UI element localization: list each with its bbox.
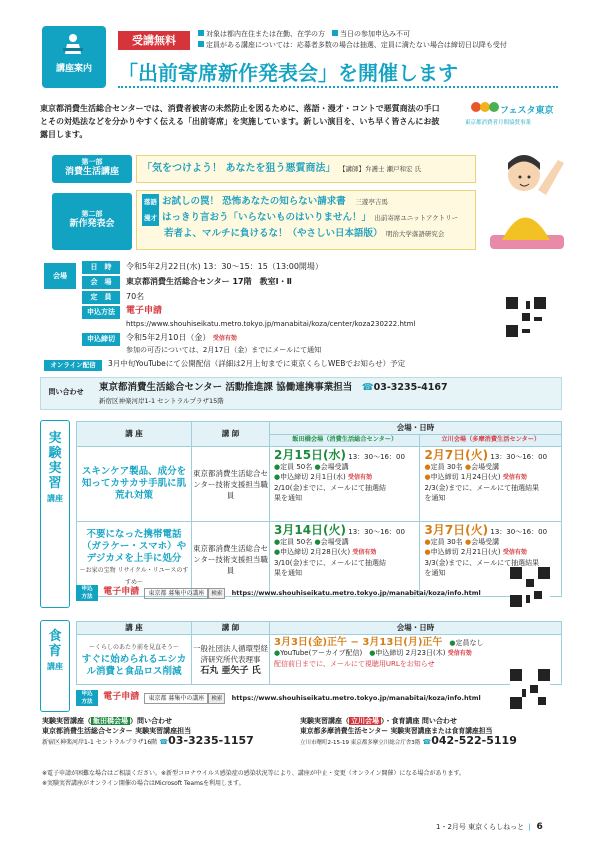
r-tel: 042-522-5119 — [431, 734, 517, 747]
exp-apply-label — [76, 585, 98, 601]
date-label: 日 時 — [82, 261, 120, 274]
food-apply-method: 電子申請 — [103, 692, 140, 703]
part1-lecturer: 【講師】弁護士 瀬戸和宏 氏 — [338, 165, 422, 173]
l-tel: 03-3235-1157 — [168, 734, 254, 747]
session-1b: 2月7日(火) 13：30〜16：00 ●定員 30名 ●会場受講 ●申込締切 1月24日(火) 受信有効 2/3(金)までに、メールにて抽選結果を通知 — [420, 447, 562, 522]
footnote-2: ※実験実習講座がオンライン開催の場合はMicrosoft Teamsを利用します。 — [42, 780, 245, 787]
s2b-cap: 定員 30名 — [430, 538, 463, 546]
qr-code-3[interactable] — [510, 669, 550, 709]
food-date: 3月3日(金)正午 − 3月13日(月)正午 — [274, 637, 443, 648]
food-search-box[interactable]: 東京都 募集中の講座 — [144, 693, 208, 704]
col-course: 講 座 — [77, 422, 192, 447]
s2b-type: 会場受講 — [471, 538, 500, 546]
s1a-tag: 受信有効 — [347, 474, 372, 481]
s1a-time: 13：30〜16：00 — [348, 453, 405, 461]
footnotes — [42, 769, 562, 789]
food-apply-label-1: 申込 — [81, 691, 93, 697]
header-label: 講座案内 — [55, 64, 92, 74]
col-lecturer: 講 師 — [192, 422, 270, 447]
exp-side-1: 実 — [48, 431, 62, 446]
sub-iidabashi: 飯田橋会場（消費生活総合センター） — [270, 435, 420, 447]
food-type: YouTube(アーカイブ配信) — [280, 649, 363, 657]
deadline-tag: 受信有効 — [212, 335, 237, 342]
r-addr: 立川市曙町2-15-19 東京都多摩立川総合庁舎3階 — [300, 740, 421, 746]
manzai-title: はっきり言おう「いらないものはいりません！」 — [162, 212, 372, 223]
exp-apply-label-2: 方法 — [81, 593, 93, 600]
exp-search-box[interactable]: 東京都 募集中の講座 — [144, 588, 208, 599]
s1b-tag: 受信有効 — [502, 474, 527, 481]
manzai-title-2: 若者よ、マルチに負けるな！（やさしい日本語版） — [164, 228, 383, 239]
s2b-time: 13：30〜16：00 — [490, 528, 548, 536]
food-deadline: 申込締切 2月23日(木) — [375, 649, 446, 657]
food-note: 配信前日までに、メールにて視聴用URLをお知らせ — [274, 660, 435, 668]
l-title-1: 実験実習講座（ — [42, 717, 91, 725]
notes — [198, 29, 558, 51]
exp-apply-label-1: 申込 — [81, 586, 93, 592]
s2a-type: 会場受講 — [320, 538, 349, 546]
s1b-note: 2/3(金)までに、メールにて抽選結果を通知 — [424, 484, 540, 502]
deadline-note: 参加の可否については、2月17日（金）までにメールにて通知 — [126, 346, 322, 354]
place-label: 会 場 — [82, 276, 120, 289]
free-badge: 受講無料 — [118, 31, 190, 50]
note-2: 当日の参加申込み不可 — [340, 30, 410, 38]
food-cap: 定員なし — [455, 639, 484, 647]
detail-url-link[interactable]: https://www.shouhiseikatu.metro.tokyo.jp/manabitai/koza/center/koza230222.html — [126, 320, 416, 328]
r-org: 東京都多摩消費生活センター 実験実習講座または食育講座担当 — [300, 727, 493, 735]
food-url-link[interactable]: https://www.shouhiseikatu.metro.tokyo.jp/manabitai/koza/info.html — [231, 693, 481, 702]
manzai-performer: 出前寄席ユニットアクトリー — [374, 214, 459, 222]
l-title-hl: 飯田橋会場 — [93, 717, 128, 725]
session-1a: 2月15日(水) 13：30〜16：00 ●定員 50名 ●会場受講 ●申込締切 2月1日(水) 受信有効 2/10(金)までに、メールにて抽選結果を通知 — [270, 447, 420, 522]
page-number: 6 — [536, 822, 543, 832]
food-col-course: 講 座 — [77, 622, 192, 635]
festa-subtitle: 東京都消費者月間協賛事業 — [465, 120, 532, 126]
food-course-sub: 〜くらしのあたり前を見直そう〜 — [88, 643, 179, 651]
contact-iidabashi — [42, 716, 254, 748]
place-value: 東京都消費生活総合センター 17階 教室Ⅰ・Ⅱ — [126, 277, 292, 286]
contact-address: 新宿区神楽河岸1-1 セントラルプラザ15階 — [99, 397, 224, 405]
food-side-3: 講座 — [47, 662, 63, 671]
session-2b: 3月7日(火) 13：30〜16：00 ●定員 30名 ●会場受講 ●申込締切 2月21日(火) 受信有効 3/3(金)までに、メールにて抽選結果を通知 — [420, 522, 562, 597]
method-value: 電子申請 — [126, 306, 163, 316]
s1a-cap: 定員 50名 — [280, 463, 313, 471]
sub-tachikawa: 立川会場（多摩消費生活センター） — [420, 435, 562, 447]
session-2a: 3月14日(火) 13：30〜16：00 ●定員 50名 ●会場受講 ●申込締切 2月28日(火) 受信有効 3/10(金)までに、メールにて抽選結果を通知 — [270, 522, 420, 597]
food-side-1: 食 — [48, 629, 62, 644]
col-venue: 会場・日時 — [270, 422, 562, 435]
part2-name: 新作発表会 — [69, 219, 115, 230]
contact-tel: 03-3235-4167 — [373, 382, 448, 393]
food-col-lecturer: 講 師 — [192, 622, 270, 635]
part1-name: 消費生活講座 — [64, 167, 119, 178]
exp-apply-method: 電子申請 — [103, 587, 140, 598]
header-label-box — [42, 26, 106, 88]
s2a-date: 3月14日(火) — [274, 523, 347, 537]
s1b-date: 2月7日(火) — [424, 448, 489, 462]
online-label: オンライン配信 — [44, 360, 102, 371]
s1b-deadline: 申込締切 1月24日(火) — [430, 473, 501, 481]
note-1: 対象は都内在住または在勤、在学の方 — [206, 30, 325, 38]
venue-label: 会場 — [44, 263, 76, 289]
food-side-2: 育 — [48, 644, 62, 659]
course-1: スキンケア製品、成分を知ってカサカサ手肌に肌荒れ対策 — [77, 447, 192, 522]
page-title: 「出前寄席新作発表会」を開催します — [118, 60, 558, 88]
exp-side-4: 習 — [48, 476, 62, 491]
l-addr: 新宿区神楽河岸1-1 セントラルプラザ16階 — [42, 739, 158, 746]
contact-main — [99, 382, 448, 394]
s1a-deadline: 申込締切 2月1日(水) — [280, 473, 346, 481]
s2a-time: 13：30〜16：00 — [348, 528, 405, 536]
s2b-tag: 受信有効 — [502, 549, 527, 556]
experiment-side-label — [40, 420, 70, 608]
r-title-1: 実験実習講座（ — [300, 717, 349, 725]
lecture-icon — [60, 32, 86, 58]
rakugo-performer: 三遊亭吉馬 — [355, 198, 388, 206]
food-search-button[interactable]: 検索 — [208, 693, 225, 704]
l-org: 東京都消費生活総合センター 実験実習講座担当 — [42, 727, 192, 735]
online-text: 3月中旬YouTubeにて公開配信（詳細は2月上旬までに東京くらしWEBでお知らせ）予定 — [108, 359, 406, 368]
food-course-title: すぐに始められるエシカル消費と食品ロス削減 — [81, 653, 187, 677]
footer-issue: 1・2月号 東京くらしねっと — [436, 823, 525, 831]
food-lecturer-org: 一般社団法人循環型経済研究所代表理事 — [193, 643, 268, 664]
s1a-date: 2月15日(水) — [274, 448, 347, 462]
s2a-note: 3/10(金)までに、メールにて抽選結果を通知 — [274, 559, 387, 577]
food-col-venue: 会場・日時 — [270, 622, 562, 635]
table-row — [77, 447, 562, 522]
food-table — [76, 621, 562, 685]
contact-box — [40, 377, 562, 410]
s1b-time: 13：30〜16：00 — [490, 453, 548, 461]
course-2-sub: 〜お家の宝物 リサイクル・リユースのすすめ〜 — [79, 567, 189, 586]
exp-url-link[interactable]: https://www.shouhiseikatu.metro.tokyo.jp/manabitai/koza/info.html — [231, 588, 481, 597]
rakugo-performer-illustration — [480, 135, 570, 255]
food-lecturer-name: 石丸 亜矢子 氏 — [200, 665, 261, 676]
table-row — [77, 635, 562, 685]
food-tag: 受信有効 — [447, 650, 472, 657]
s1a-note: 2/10(金)までに、メールにて抽選結果を通知 — [274, 484, 387, 502]
note-3: 定員がある講座については：応募者多数の場合は抽選、定員に満たない場合は締切日以降も受付 — [206, 41, 507, 49]
capacity-label: 定 員 — [82, 291, 120, 304]
lecturer-1: 東京都消費生活総合センター技術支援担当職員 — [192, 447, 270, 522]
phone-icon: ☎ — [159, 738, 169, 746]
food-apply-label-2: 方法 — [81, 698, 93, 705]
s2a-tag: 受信有効 — [352, 549, 377, 556]
phone-icon: ☎ — [422, 738, 432, 746]
part2-num: 第二部 — [81, 210, 103, 218]
r-title-2: ）・食育講座 問い合わせ — [381, 717, 457, 725]
exp-apply-row — [76, 585, 481, 601]
manzai-performer-2: 明治大学落語研究会 — [385, 230, 445, 238]
deadline-label: 申込締切 — [82, 333, 120, 346]
footnote-1: ※電子申請が困難な場合はご相談ください。※新型コロナウイルス感染症の感染状況等により、講座が中止・変更（オンライン開催）になる場合があります。 — [42, 770, 466, 777]
s2a-deadline: 申込締切 2月28日(火) — [280, 548, 351, 556]
s1a-type: 会場受講 — [320, 463, 349, 471]
course-2-title: 不要になった携帯電話（ガラケー・スマホ）やデジカメを上手に処分 — [81, 529, 187, 564]
food-side-label — [40, 620, 70, 712]
part2-tag — [52, 193, 132, 250]
deadline-value: 令和5年2月10日（金） — [126, 333, 211, 342]
exp-side-2: 験 — [48, 446, 62, 461]
r-title-hl: 立川会場 — [351, 717, 379, 725]
part1-tag — [52, 155, 132, 183]
qr-code-2[interactable] — [510, 567, 550, 607]
part1-box — [136, 155, 476, 183]
festa-logo — [470, 99, 560, 121]
festa-logo-mark — [470, 99, 560, 121]
contact-org: 東京都消費生活総合センター 活動推進課 協働連携事業担当 — [99, 382, 353, 393]
part1-title: 「気をつけよう！ あなたを狙う悪質商法」 — [142, 163, 336, 174]
exp-side-5: 講座 — [47, 494, 63, 503]
phone-icon: ☎ — [361, 382, 374, 393]
experiment-table — [76, 421, 562, 597]
deadline-row — [126, 333, 237, 343]
part1-num: 第一部 — [81, 158, 103, 166]
food-course — [77, 635, 192, 685]
contact-tachikawa — [300, 716, 517, 748]
s2b-note: 3/3(金)までに、メールにて抽選結果を通知 — [424, 559, 540, 577]
rakugo-tag: 落語 — [142, 194, 159, 210]
food-session: 3月3日(金)正午 − 3月13日(月)正午 ●定員なし ●YouTube(アーカイブ配信) ●申込締切 2月23日(木) 受信有効 配信前日までに、メールにて視聴用URLをお知らせ — [270, 635, 562, 685]
food-apply-row — [76, 690, 481, 706]
food-lecturer — [192, 635, 270, 685]
s2b-deadline: 申込締切 2月21日(火) — [430, 548, 501, 556]
s2b-date: 3月7日(火) — [424, 523, 489, 537]
intro-text: 東京都消費生活総合センターでは、消費者被害の未然防止を図るために、落語・漫才・コントで悪質商法の手口とその対処法などを分かりやすく伝える「出前寄席」を実施しています。新しい演目を、いち早く皆さんにお披露目します。 — [40, 104, 440, 139]
rakugo-title: お試しの罠！ 恐怖あなたの知らない請求書 — [162, 196, 346, 207]
s2a-cap: 定員 50名 — [280, 538, 313, 546]
manzai-tag: 漫才 — [142, 210, 159, 226]
date-value: 令和5年2月22日(水) 13：30〜15：15（13:00開場） — [126, 262, 323, 271]
contact-label: 問い合わせ — [48, 388, 84, 396]
qr-code-1[interactable] — [506, 297, 546, 337]
l-title-2: ）問い合わせ — [130, 717, 172, 725]
capacity-value: 70名 — [126, 292, 145, 301]
s1b-cap: 定員 30名 — [430, 463, 463, 471]
svg-text:フェスタ東京: フェスタ東京 — [500, 106, 554, 116]
method-label: 申込方法 — [82, 306, 120, 319]
lecturer-2: 東京都消費生活総合センター技術支援担当職員 — [192, 522, 270, 597]
food-apply-label — [76, 690, 98, 706]
page-footer: 1・2月号 東京くらしねっと | 6 — [436, 822, 543, 832]
part2-box — [136, 190, 476, 250]
exp-side-3: 実 — [48, 461, 62, 476]
exp-search-button[interactable]: 検索 — [208, 588, 225, 599]
s1b-type: 会場受講 — [471, 463, 500, 471]
